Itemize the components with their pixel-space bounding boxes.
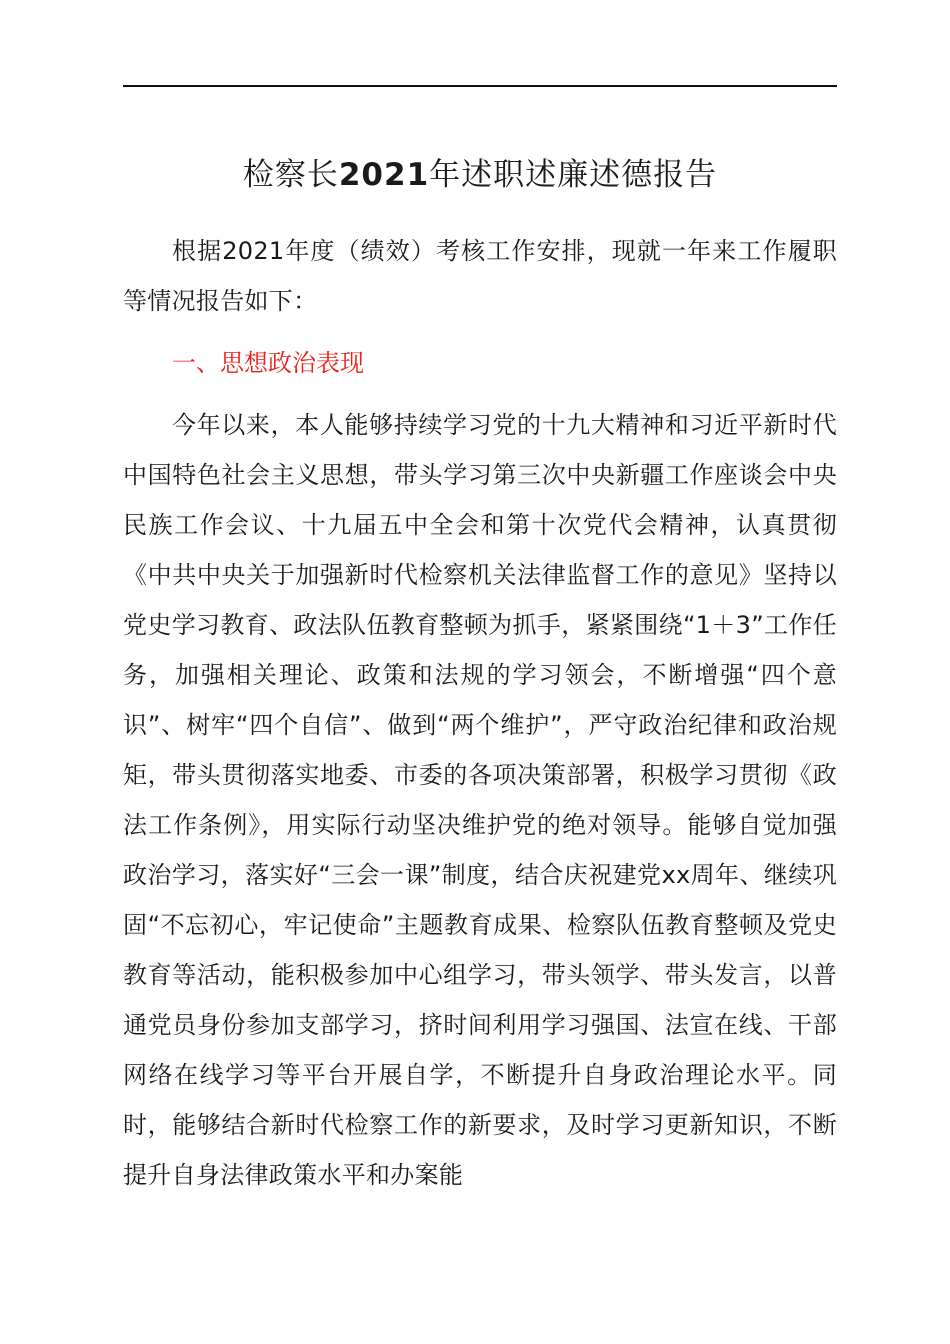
- title-suffix: 年述职述廉述德报告: [429, 157, 718, 193]
- section-heading-1: 一、思想政治表现: [172, 349, 364, 377]
- intro-paragraph: 根据2021年度（绩效）考核工作安排，现就一年来工作履职等情况报告如下：: [123, 237, 837, 315]
- section-1-paragraph: 今年以来，本人能够持续学习党的十九大精神和习近平新时代中国特色社会主义思想，带头学习第三次中央新疆工作座谈会中央民族工作会议、十九届五中全会和第十次党代会精神，认真贯彻《中共中央关于加强新时代检察机关法律监督工作的意见》坚持以党史学习教育、政法队伍教育整顿为抓手，紧紧围绕“1＋3”工作任务，加强相关理论、政策和法规的学习领会，不断增强“四个意识”、树牢“四个自信”、做到“两个维护”，严守政治纪律和政治规矩，带头贯彻落实地委、市委的各项决策部署，积极学习贯彻《政法工作条例》，用实际行动坚决维护党的绝对领导。能够自觉加强政治学习，落实好“三会一课”制度，结合庆祝建党xx周年、继续巩固“不忘初心，牢记使命”主题教育成果、检察队伍教育整顿及党史教育等活动，能积极参加中心组学习，带头领学、带头发言，以普通党员身份参加支部学习，挤时间利用学习强国、法宣在线、干部网络在线学习等平台开展自学，不断提升自身政治理论水平。同时，能够结合新时代检察工作的新要求，及时学习更新知识，不断提升自身法律政策水平和办案能: [123, 411, 837, 1189]
- document-body: [123, 226, 837, 1200]
- document-title: [123, 150, 837, 200]
- title-prefix: 检察长: [242, 157, 339, 193]
- title-year: 2021: [338, 157, 430, 193]
- header-rule: [123, 85, 837, 87]
